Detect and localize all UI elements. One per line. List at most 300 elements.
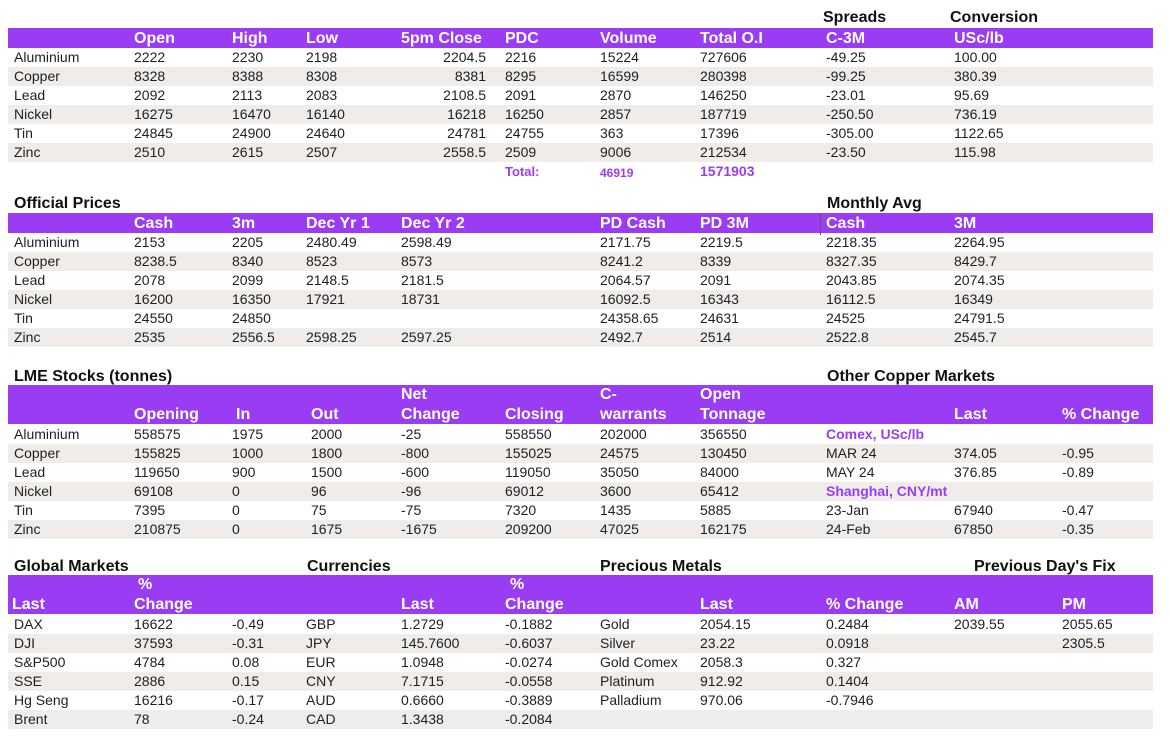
pd-cash-value: 8241.2 <box>600 253 643 269</box>
top-table-header <box>8 28 1153 48</box>
precious-last: 23.22 <box>700 635 736 651</box>
index-last: 16622 <box>134 616 173 632</box>
other-market-last: 374.05 <box>954 445 997 461</box>
dec-yr-2-value: 2597.25 <box>401 329 452 345</box>
currency-pct: -0.0274 <box>505 654 553 670</box>
col-out: Out <box>311 406 339 423</box>
open-tonnage-value: 84000 <box>700 464 739 480</box>
other-market-pct: -0.95 <box>1062 445 1094 461</box>
metal-name: Tin <box>14 502 33 518</box>
index-name: SSE <box>14 673 43 689</box>
metal-name: Copper <box>14 253 60 269</box>
closing-value: 209200 <box>505 521 552 537</box>
spread-value: -23.50 <box>826 144 866 160</box>
high-value: 2615 <box>232 144 264 160</box>
precious-last: 912.92 <box>700 673 743 689</box>
index-last: 2886 <box>134 673 166 689</box>
table-row <box>8 710 1153 729</box>
col-dec-yr-1: Dec Yr 1 <box>306 215 370 232</box>
precious-pct: -0.7946 <box>826 692 874 708</box>
cwarrants-value: 3600 <box>600 483 632 499</box>
previous-fix-title: Previous Day's Fix <box>974 558 1116 575</box>
low-value: 2507 <box>306 144 338 160</box>
col-index-pct-line1: % <box>138 576 153 593</box>
metal-name: Copper <box>14 445 60 461</box>
in-value: 1000 <box>232 445 264 461</box>
totals-row <box>8 162 1153 181</box>
conversion-value: 100.00 <box>954 49 997 65</box>
net-change-value: -1675 <box>401 521 437 537</box>
spread-value: -250.50 <box>826 106 874 122</box>
in-value: 0 <box>232 502 240 518</box>
currency-name: AUD <box>306 692 336 708</box>
3m-value: 24850 <box>232 310 271 326</box>
other-market-last: 67850 <box>954 521 993 537</box>
precious-last: 2054.15 <box>700 616 751 632</box>
oi-value: 212534 <box>700 144 747 160</box>
metal-name: Copper <box>14 68 60 84</box>
close-value: 2204.5 <box>443 49 486 65</box>
currency-last: 1.0948 <box>401 654 444 670</box>
col-net-line2: Change <box>401 406 460 423</box>
open-tonnage-value: 65412 <box>700 483 739 499</box>
col-cwarrants-line1: C- <box>600 386 617 403</box>
avg-cash-value: 16112.5 <box>826 291 876 307</box>
index-pct: -0.24 <box>232 711 264 727</box>
out-value: 2000 <box>311 426 343 442</box>
official-table-header <box>8 213 1153 233</box>
open-value: 2092 <box>134 87 166 103</box>
cwarrants-value: 24575 <box>600 445 639 461</box>
pd-3m-value: 2514 <box>700 329 732 345</box>
col-cwarrants-line2: warrants <box>600 406 667 423</box>
oi-value: 187719 <box>700 106 747 122</box>
col-in: In <box>236 406 251 423</box>
conversion-value: 115.98 <box>954 144 996 160</box>
opening-value: 558575 <box>134 426 181 442</box>
pd-3m-value: 16343 <box>700 291 739 307</box>
cash-value: 8238.5 <box>134 253 177 269</box>
cwarrants-value: 47025 <box>600 521 639 537</box>
col-high: High <box>232 30 268 47</box>
precious-name: Palladium <box>600 692 662 708</box>
dec-yr-1-value: 2598.25 <box>306 329 357 345</box>
metal-name: Lead <box>14 87 46 103</box>
pd-3m-value: 8339 <box>700 253 732 269</box>
currency-last: 1.2729 <box>401 616 444 632</box>
spreads-title: Spreads <box>823 9 887 26</box>
open-tonnage-value: 162175 <box>700 521 747 537</box>
volume-value: 9006 <box>600 144 632 160</box>
other-market-pct: -0.47 <box>1062 502 1094 518</box>
table-row <box>8 501 1153 520</box>
total-oi: 1571903 <box>700 163 755 179</box>
pd-cash-value: 2171.75 <box>600 234 651 250</box>
table-row <box>8 252 1153 271</box>
table-row <box>8 520 1153 539</box>
currency-pct: -0.1882 <box>505 616 553 632</box>
high-value: 2113 <box>232 87 263 103</box>
pdc-value: 24755 <box>505 125 544 141</box>
precious-pct: 0.2484 <box>826 616 869 632</box>
table-row <box>8 271 1153 290</box>
currency-last: 0.6660 <box>401 692 444 708</box>
volume-value: 2870 <box>600 87 632 103</box>
avg-cash-value: 24525 <box>826 310 865 326</box>
currencies-title: Currencies <box>307 558 391 575</box>
table-row <box>8 233 1153 252</box>
currency-last: 1.3438 <box>401 711 444 727</box>
col-open: Open <box>134 30 175 47</box>
in-value: 900 <box>232 464 256 480</box>
open-tonnage-value: 5885 <box>700 502 732 518</box>
opening-value: 7395 <box>134 502 166 518</box>
col-closing: Closing <box>505 406 564 423</box>
col-total-oi: Total O.I <box>700 30 763 47</box>
currency-last: 7.1715 <box>401 673 444 689</box>
fix-am: 2039.55 <box>954 616 1005 632</box>
low-value: 2198 <box>306 49 338 65</box>
metal-name: Nickel <box>14 106 53 122</box>
col-opening: Opening <box>134 406 199 423</box>
table-row <box>8 48 1153 67</box>
currency-name: CAD <box>306 711 336 727</box>
table-row <box>8 309 1153 328</box>
high-value: 2230 <box>232 49 264 65</box>
oi-value: 17396 <box>700 125 739 141</box>
precious-name: Platinum <box>600 673 655 689</box>
avg-3m-value: 2545.7 <box>954 329 997 345</box>
index-name: Brent <box>14 711 48 727</box>
col-open-tonnage-line2: Tonnage <box>700 406 766 423</box>
conversion-value: 1122.65 <box>954 125 1004 141</box>
precious-last: 2058.3 <box>700 654 743 670</box>
col-currency-pct-line1: % <box>510 576 525 593</box>
currency-pct: -0.0558 <box>505 673 553 689</box>
total-label: Total: <box>505 164 540 179</box>
pdc-value: 2216 <box>505 49 537 65</box>
conversion-title: Conversion <box>950 9 1039 26</box>
currency-pct: -0.2084 <box>505 711 553 727</box>
col-low: Low <box>306 30 338 47</box>
metal-name: Aluminium <box>14 426 80 442</box>
fix-pm: 2055.65 <box>1062 616 1113 632</box>
net-change-value: -96 <box>401 483 422 499</box>
open-tonnage-value: 130450 <box>700 445 747 461</box>
metal-name: Lead <box>14 464 46 480</box>
col-avg-cash: Cash <box>826 215 866 232</box>
closing-value: 558550 <box>505 426 552 442</box>
metal-name: Lead <box>14 272 46 288</box>
conversion-value: 95.69 <box>954 87 990 103</box>
pd-3m-value: 24631 <box>700 310 739 326</box>
other-market-label: MAY 24 <box>826 464 875 480</box>
avg-3m-value: 2264.95 <box>954 234 1005 250</box>
closing-value: 7320 <box>505 502 537 518</box>
low-value: 2083 <box>306 87 338 103</box>
avg-cash-value: 2522.8 <box>826 329 869 345</box>
open-tonnage-value: 356550 <box>700 426 747 442</box>
avg-cash-value: 8327.35 <box>826 253 877 269</box>
col-dec-yr-2: Dec Yr 2 <box>401 215 465 232</box>
spread-value: -23.01 <box>826 87 866 103</box>
oi-value: 280398 <box>700 68 747 84</box>
close-value: 2558.5 <box>443 144 486 160</box>
table-row <box>8 124 1153 143</box>
cwarrants-value: 202000 <box>600 426 647 442</box>
open-value: 2510 <box>134 144 166 160</box>
table-row <box>8 482 1153 501</box>
table-row <box>8 615 1153 634</box>
pdc-value: 2509 <box>505 144 537 160</box>
precious-pct: 0.0918 <box>826 635 869 651</box>
avg-3m-value: 2074.35 <box>954 272 1005 288</box>
table-row <box>8 290 1153 309</box>
other-copper-title: Other Copper Markets <box>827 368 996 385</box>
index-name: Hg Seng <box>14 692 69 708</box>
open-value: 24845 <box>134 125 173 141</box>
avg-3m-value: 8429.7 <box>954 253 997 269</box>
precious-pct: 0.327 <box>826 654 862 670</box>
avg-3m-value: 24791.5 <box>954 310 1005 326</box>
in-value: 0 <box>232 521 240 537</box>
closing-value: 69012 <box>505 483 544 499</box>
stocks-table-header <box>8 385 1153 424</box>
cwarrants-value: 35050 <box>600 464 639 480</box>
spread-value: -49.25 <box>826 49 866 65</box>
col-cash: Cash <box>134 215 174 232</box>
3m-value: 8340 <box>232 253 264 269</box>
table-row <box>8 463 1153 482</box>
metal-name: Aluminium <box>14 49 80 65</box>
spread-value: -305.00 <box>826 125 874 141</box>
dec-yr-2-value: 18731 <box>401 291 440 307</box>
currency-name: JPY <box>306 635 332 651</box>
high-value: 16470 <box>232 106 271 122</box>
col-fix-am: AM <box>954 596 979 613</box>
pdc-value: 2091 <box>505 87 537 103</box>
other-market-last: 67940 <box>954 502 993 518</box>
index-name: DJI <box>14 635 35 651</box>
currency-name: GBP <box>306 616 336 632</box>
col-volume: Volume <box>600 30 657 47</box>
index-last: 16216 <box>134 692 173 708</box>
table-row <box>8 328 1153 347</box>
out-value: 1500 <box>311 464 343 480</box>
total-volume: 46919 <box>600 166 634 180</box>
closing-value: 119050 <box>505 464 551 480</box>
pd-3m-value: 2219.5 <box>700 234 743 250</box>
col-index-pct-line2: Change <box>134 596 193 613</box>
col-avg-3m: 3M <box>954 215 977 232</box>
open-value: 2222 <box>134 49 166 65</box>
col-precious-last: Last <box>700 596 733 613</box>
dec-yr-2-value: 2181.5 <box>401 272 444 288</box>
dec-yr-1-value: 2148.5 <box>306 272 349 288</box>
table-row <box>8 691 1153 710</box>
monthly-avg-title: Monthly Avg <box>827 195 922 212</box>
conversion-value: 380.39 <box>954 68 997 84</box>
volume-value: 15224 <box>600 49 639 65</box>
net-change-value: -75 <box>401 502 422 518</box>
currency-pct: -0.6037 <box>505 635 553 651</box>
other-market-pct: -0.35 <box>1062 521 1094 537</box>
other-market-pct: -0.89 <box>1062 464 1094 480</box>
metal-name: Tin <box>14 125 33 141</box>
metal-name: Zinc <box>14 329 41 345</box>
closing-value: 155025 <box>505 445 552 461</box>
table-row <box>8 67 1153 86</box>
open-value: 8328 <box>134 68 166 84</box>
other-market-label: Comex, USc/lb <box>826 426 925 442</box>
col-5pm-close: 5pm Close <box>401 30 482 47</box>
in-value: 0 <box>232 483 240 499</box>
metal-name: Zinc <box>14 521 41 537</box>
volume-value: 16599 <box>600 68 639 84</box>
col-fix-pm: PM <box>1062 596 1086 613</box>
col-currency-pct-line2: Change <box>505 596 564 613</box>
opening-value: 210875 <box>134 521 181 537</box>
other-market-label: 24-Feb <box>826 521 871 537</box>
table-row <box>8 444 1153 463</box>
other-market-label: 23-Jan <box>826 502 869 518</box>
table-row <box>8 105 1153 124</box>
currency-name: EUR <box>306 654 336 670</box>
global-table-header <box>8 575 1153 614</box>
precious-pct: 0.1404 <box>826 673 869 689</box>
index-pct: -0.17 <box>232 692 264 708</box>
pd-cash-value: 24358.65 <box>600 310 659 326</box>
close-value: 2108.5 <box>443 87 486 103</box>
table-row <box>8 143 1153 162</box>
cash-value: 16200 <box>134 291 173 307</box>
dec-yr-1-value: 8523 <box>306 253 338 269</box>
avg-cash-value: 2218.35 <box>826 234 877 250</box>
out-value: 1675 <box>311 521 343 537</box>
col-3m: 3m <box>232 215 256 232</box>
volume-value: 2857 <box>600 106 632 122</box>
index-pct: -0.31 <box>232 635 264 651</box>
pd-cash-value: 2492.7 <box>600 329 643 345</box>
dec-yr-2-value: 8573 <box>401 253 433 269</box>
oi-value: 727606 <box>700 49 747 65</box>
net-change-value: -25 <box>401 426 422 442</box>
open-value: 16275 <box>134 106 173 122</box>
precious-name: Gold <box>600 616 630 632</box>
other-market-label: Shanghai, CNY/mt <box>826 483 948 499</box>
3m-value: 2099 <box>232 272 264 288</box>
official-prices-title: Official Prices <box>14 195 121 212</box>
index-pct: -0.49 <box>232 616 264 632</box>
col-currency-last: Last <box>401 596 434 613</box>
col-precious-pct: % Change <box>826 596 904 613</box>
table-row <box>8 672 1153 691</box>
opening-value: 155825 <box>134 445 181 461</box>
metal-name: Nickel <box>14 291 53 307</box>
close-value: 8381 <box>454 68 486 84</box>
3m-value: 16350 <box>232 291 271 307</box>
cash-value: 2078 <box>134 272 166 288</box>
other-market-label: MAR 24 <box>826 445 877 461</box>
table-row <box>8 86 1153 105</box>
col-index-last: Last <box>12 596 45 613</box>
cash-value: 2535 <box>134 329 166 345</box>
pdc-value: 8295 <box>505 68 537 84</box>
cash-value: 2153 <box>134 234 166 250</box>
index-name: DAX <box>14 616 43 632</box>
fix-pm: 2305.5 <box>1062 635 1105 651</box>
col-pd-cash: PD Cash <box>600 215 666 232</box>
currency-name: CNY <box>306 673 336 689</box>
dec-yr-1-value: 17921 <box>306 291 345 307</box>
col-pdc: PDC <box>505 30 539 47</box>
precious-name: Gold Comex <box>600 654 678 670</box>
net-change-value: -800 <box>401 445 430 461</box>
conversion-value: 736.19 <box>954 106 997 122</box>
high-value: 24900 <box>232 125 271 141</box>
col-usc-lb: USc/lb <box>954 30 1004 47</box>
index-last: 78 <box>134 711 150 727</box>
dec-yr-2-value: 2598.49 <box>401 234 452 250</box>
col-other-last: Last <box>954 406 987 423</box>
index-pct: 0.15 <box>232 673 260 689</box>
precious-last: 970.06 <box>700 692 743 708</box>
opening-value: 69108 <box>134 483 173 499</box>
pd-cash-value: 2064.57 <box>600 272 651 288</box>
index-last: 37593 <box>134 635 173 651</box>
dec-yr-1-value: 2480.49 <box>306 234 357 250</box>
oi-value: 146250 <box>700 87 747 103</box>
col-other-pct: % Change <box>1062 406 1140 423</box>
out-value: 96 <box>311 483 327 499</box>
in-value: 1975 <box>232 426 264 442</box>
currency-pct: -0.3889 <box>505 692 553 708</box>
spread-value: -99.25 <box>826 68 866 84</box>
metal-name: Tin <box>14 310 33 326</box>
index-pct: 0.08 <box>232 654 260 670</box>
col-net-line1: Net <box>401 386 427 403</box>
col-open-tonnage-line1: Open <box>700 386 741 403</box>
volume-value: 363 <box>600 125 624 141</box>
out-value: 1800 <box>311 445 343 461</box>
col-pd-3m: PD 3M <box>700 215 749 232</box>
avg-cash-value: 2043.85 <box>826 272 877 288</box>
low-value: 8308 <box>306 68 338 84</box>
metal-name: Nickel <box>14 483 53 499</box>
precious-name: Silver <box>600 635 636 651</box>
lme-stocks-title: LME Stocks (tonnes) <box>14 368 173 385</box>
precious-metals-title: Precious Metals <box>600 558 722 575</box>
high-value: 8388 <box>232 68 264 84</box>
close-value: 24781 <box>447 125 486 141</box>
low-value: 16140 <box>306 106 345 122</box>
col-c-3m: C-3M <box>826 30 866 47</box>
out-value: 75 <box>311 502 327 518</box>
index-last: 4784 <box>134 654 166 670</box>
opening-value: 119650 <box>134 464 180 480</box>
cash-value: 24550 <box>134 310 173 326</box>
other-market-last: 376.85 <box>954 464 997 480</box>
3m-value: 2205 <box>232 234 264 250</box>
3m-value: 2556.5 <box>232 329 275 345</box>
table-row <box>8 425 1153 444</box>
pdc-value: 16250 <box>505 106 544 122</box>
pd-cash-value: 16092.5 <box>600 291 651 307</box>
cwarrants-value: 1435 <box>600 502 632 518</box>
global-markets-title: Global Markets <box>14 558 129 575</box>
close-value: 16218 <box>447 106 486 122</box>
metal-name: Aluminium <box>14 234 80 250</box>
